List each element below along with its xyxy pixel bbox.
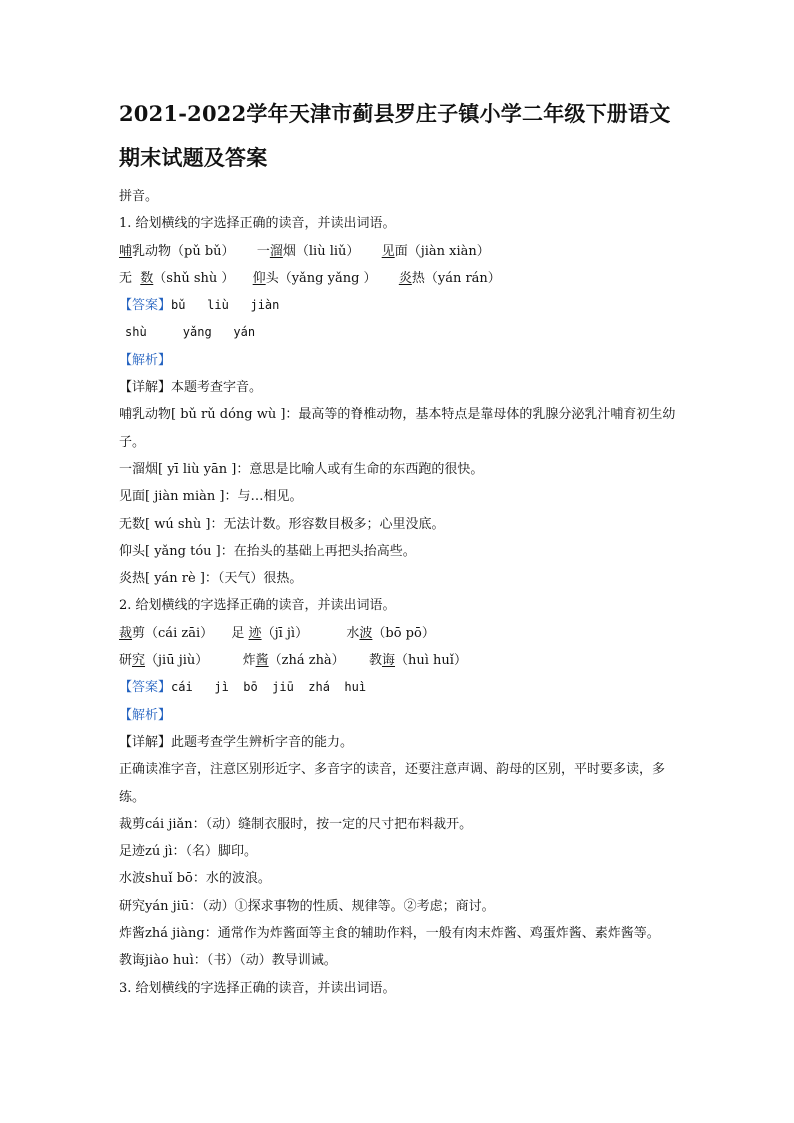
q1-detail-label: 【详解】 xyxy=(119,380,172,396)
q1-note-2: 一溜烟[ yī liù yān ]：意思是比喻人或有生命的东西跑的很快。 xyxy=(119,461,484,477)
q1-answer-cont xyxy=(119,319,679,346)
q1-r2-w1-a: 无 xyxy=(119,270,141,286)
q1-r1-w3-rest: 面 xyxy=(394,243,408,259)
q1-r2-w3-rest: 热 xyxy=(411,270,425,286)
q2-r2-w1-a: 研 xyxy=(119,653,133,669)
q2-r1-w3-underlined: 波 xyxy=(359,625,373,641)
section-heading: 拼音。 xyxy=(119,189,159,204)
q1-r1-w3-options: （jiàn xiàn） xyxy=(407,243,490,259)
q2-row1 xyxy=(119,620,679,647)
q2-analysis-label: 【解析】 xyxy=(119,707,172,723)
q2-r2-w3-options: （huì huǐ） xyxy=(395,653,467,669)
q2-answer-label: 【答案】 xyxy=(119,680,172,696)
q1-r2-w2-underlined: 仰 xyxy=(252,270,266,286)
q1-r1-w1-options: （pǔ bǔ） xyxy=(171,243,235,259)
q1-answer-text-2: shù yǎng yán xyxy=(125,325,256,340)
q1-answer-label: 【答案】 xyxy=(119,298,172,314)
q2-r2-w1-options: （jiū jiù） xyxy=(145,653,209,669)
q2-r2-w1-underlined: 究 xyxy=(132,653,146,669)
q1-r1-w2-c: 烟 xyxy=(282,243,296,259)
q2-prompt: 2. 给划横线的字选择正确的读音，并读出词语。 xyxy=(119,598,396,614)
q1-r2-w2-rest: 头 xyxy=(265,270,279,286)
q2-row2 xyxy=(119,647,679,674)
q1-detail-intro: 本题考查字音。 xyxy=(171,380,263,396)
q1-analysis-label: 【解析】 xyxy=(119,352,172,368)
q2-detail xyxy=(119,729,679,756)
q1-note-4: 无数[ wú shù ]：无法计数。形容数目极多；心里没底。 xyxy=(119,516,445,532)
q1-r2-w1-underlined: 数 xyxy=(140,270,154,286)
q1-r1-w3-underlined: 见 xyxy=(381,243,395,259)
q3-prompt: 3. 给划横线的字选择正确的读音，并读出词语。 xyxy=(119,980,396,996)
q2-note-2: 足迹zú jì：（名）脚印。 xyxy=(119,844,258,860)
q2-r2-w2-underlined: 酱 xyxy=(255,653,269,669)
document-title: 2021-2022学年天津市蓟县罗庄子镇小学二年级下册语文期末试题及答案 xyxy=(119,101,671,170)
q2-r1-w3-a: 水 xyxy=(346,625,360,641)
q2-r1-w1-rest: 剪 xyxy=(132,625,146,641)
q2-r1-w2-a: 足 xyxy=(231,625,249,641)
q2-r1-w3-options: （bō pō） xyxy=(372,625,435,641)
q2-note-3: 水波shuǐ bō：水的波浪。 xyxy=(119,871,271,887)
q2-r1-w2-underlined: 迹 xyxy=(248,625,262,641)
q1-r2-w3-options: （yán rán） xyxy=(424,270,501,286)
q1-row1 xyxy=(119,238,679,265)
q2-r1-w1-options: （cái zāi） xyxy=(145,625,214,641)
q2-note-1: 裁剪cái jiǎn：（动）缝制衣服时，按一定的尺寸把布料裁开。 xyxy=(119,816,473,832)
q1-note-6: 炎热[ yán rè ]：（天气）很热。 xyxy=(119,571,303,587)
q1-r1-w1-underlined: 哺 xyxy=(119,243,133,259)
q2-r2-w2-a: 炸 xyxy=(242,653,256,669)
q1-note-5: 仰头[ yǎng tóu ]：在抬头的基础上再把头抬高些。 xyxy=(119,543,416,559)
q1-r1-w2-options: （liù liǔ） xyxy=(295,243,360,259)
q1-detail xyxy=(119,374,679,401)
q1-note-1: 哺乳动物[ bǔ rǔ dóng wù ]：最高等的脊椎动物，基本特点是靠母体的乳腺分泌乳汁哺育初生幼子。 xyxy=(119,407,676,450)
q2-note-6: 教诲jiào huì：（书）（动）教导训诫。 xyxy=(119,953,337,969)
q2-r2-w3-underlined: 诲 xyxy=(381,653,395,669)
q1-answer-text-1: bǔ liù jiàn xyxy=(171,298,280,313)
q1-answer xyxy=(119,292,679,319)
q1-note-3: 见面[ jiàn miàn ]：与…相见。 xyxy=(119,489,303,505)
q1-r2-w1-options: （shǔ shù ） xyxy=(153,270,235,286)
document-page xyxy=(119,92,679,1002)
q2-r2-w3-a: 教 xyxy=(368,653,382,669)
q2-answer xyxy=(119,674,679,701)
q2-r1-w2-options: （jī jì） xyxy=(261,625,309,641)
q2-answer-text: cái jì bō jiū zhá huì xyxy=(171,680,367,695)
q1-r1-w2-underlined: 溜 xyxy=(269,243,283,259)
q2-detail-intro: 此题考查学生辨析字音的能力。 xyxy=(171,734,354,750)
q2-r1-w1-underlined: 裁 xyxy=(119,625,133,641)
q1-row2 xyxy=(119,265,679,292)
q1-r1-w1-rest: 乳动物 xyxy=(132,243,172,259)
q2-r2-w2-options: （zhá zhà） xyxy=(268,653,345,669)
q1-r1-w2-a: 一 xyxy=(256,243,270,259)
q1-prompt: 1. 给划横线的字选择正确的读音，并读出词语。 xyxy=(119,216,396,232)
q2-detail-label: 【详解】 xyxy=(119,734,172,750)
q2-note-4: 研究yán jiū：（动）①探求事物的性质、规律等。②考虑；商讨。 xyxy=(119,898,495,914)
q2-intro-paragraph: 正确读准字音，注意区别形近字、多音字的读音，还要注意声调、韵母的区别，平时要多读，多练。 xyxy=(119,762,666,805)
q1-r2-w2-options: （yǎng yǎng ） xyxy=(278,270,377,286)
q1-r2-w3-underlined: 炎 xyxy=(398,270,412,286)
q2-note-5: 炸酱zhá jiàng：通常作为炸酱面等主食的辅助作料，一般有肉末炸酱、鸡蛋炸酱、素炸酱等。 xyxy=(119,926,660,942)
